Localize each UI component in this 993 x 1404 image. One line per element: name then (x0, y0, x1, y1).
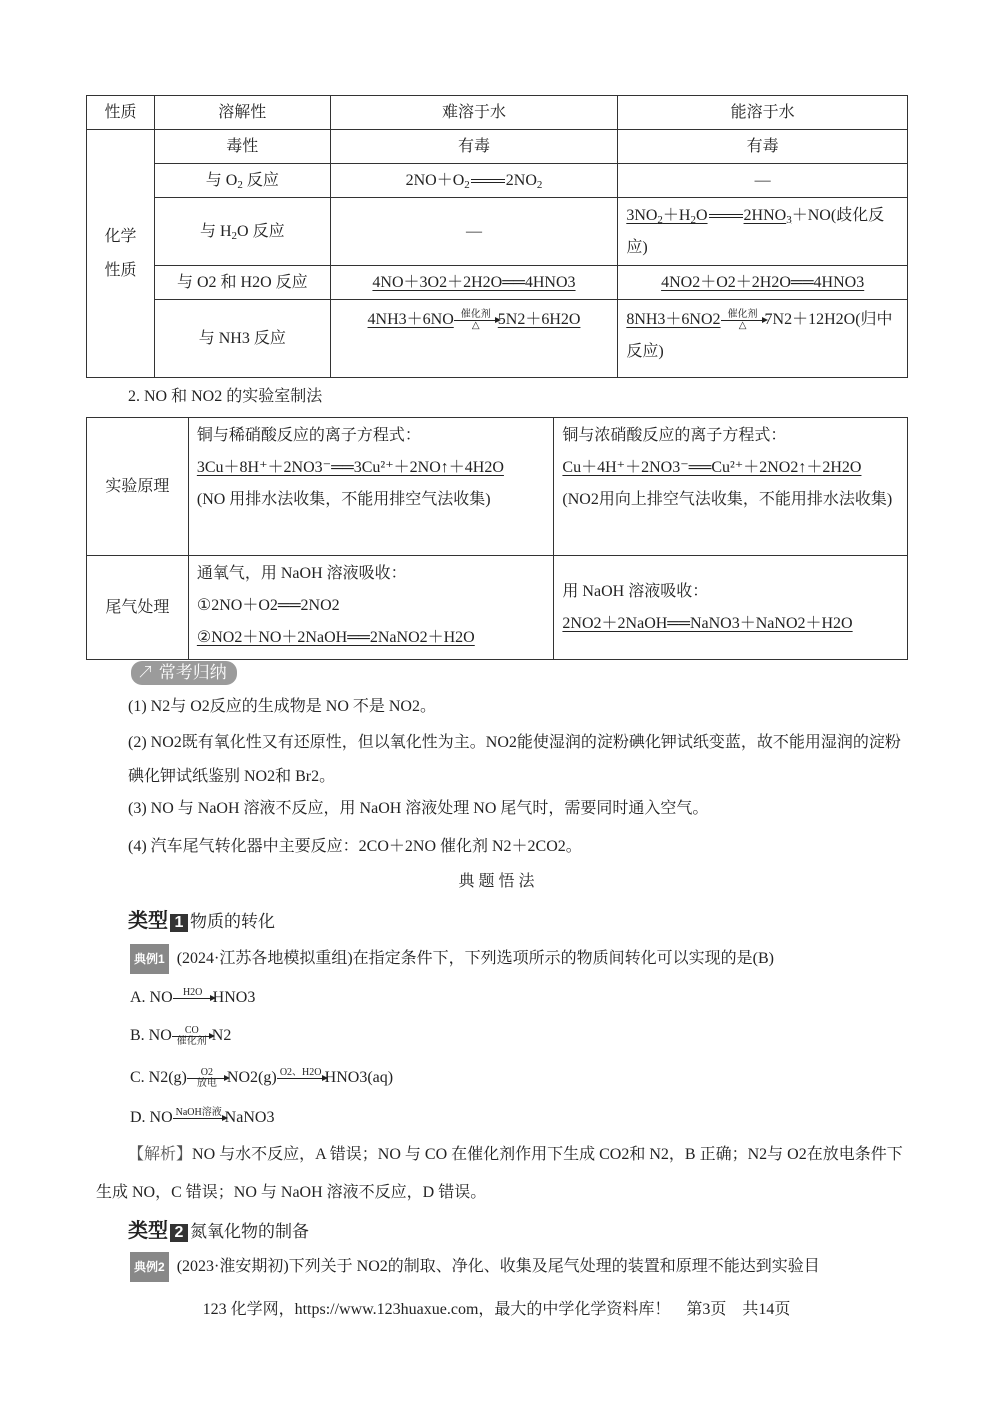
header-property: 性质 (87, 96, 155, 130)
summary-badge: ↗ 常考归纳 (131, 661, 237, 685)
tail-gas-label: 尾气处理 (87, 556, 189, 660)
type1-heading: 类型 1 物质的转化 (128, 910, 275, 932)
note-2: (2) NO2既有氧化性又有还原性，但以氧化性为主。NO2能使湿润的淀粉碘化钾试纸变蓝，故不能用湿润的淀粉碘化钾试纸鉴别 NO2和 Br2。 (128, 734, 901, 785)
no2-solubility: 能溶于水 (618, 96, 908, 130)
section2-title: 2. NO 和 NO2 的实验室制法 (128, 388, 323, 405)
note-4: (4) 汽车尾气转化器中主要反应：2CO＋2NO 催化剂 N2＋2CO2。 (128, 838, 582, 855)
type2-heading: 类型 2 氮氧化物的制备 (128, 1220, 309, 1242)
toxicity-label: 毒性 (154, 130, 330, 164)
header-solubility: 溶解性 (154, 96, 330, 130)
option-b: B. NO CO 催化剂 N2 (130, 1024, 232, 1047)
o2-reaction-label: 与 $O_2$ 反应 (154, 164, 330, 198)
no2-toxicity: 有毒 (618, 130, 908, 164)
no-o2-h2o-equation: 4NO＋3O2＋2H2O══4HNO3 (330, 266, 618, 300)
no-solubility: 难溶于水 (330, 96, 618, 130)
conc-nitric-cell: 铜与浓硝酸反应的离子方程式： Cu＋4H⁺＋2NO3⁻══Cu²⁺＋2NO2↑＋2H2O (NO2用向上排空气法收集，不能用排水法收集) (554, 418, 908, 556)
principle-label: 实验原理 (87, 418, 189, 556)
option-c: C. N2(g) O2 放电 NO2(g) O2、H2O HNO3(aq) (130, 1066, 394, 1089)
chart-icon: ↗ (137, 663, 154, 682)
no2-o2-equation: — (618, 164, 908, 198)
page-footer: 123 化学网，https://www.123huaxue.com，最大的中学化学资料库！ 第3页 共14页 (202, 1301, 791, 1318)
no-nh3-equation: 4NH3＋6NO 催化剂 △ 5N2＋6H2O (330, 300, 618, 378)
o2-h2o-reaction-label: 与 O2 和 H2O 反应 (154, 266, 330, 300)
example1: 典例1 (2024·江苏各地模拟重组)在指定条件下，下列选项所示的物质间转化可以实现的是(B) (130, 944, 910, 974)
option-a: A. NO H2O HNO3 (130, 986, 256, 1006)
no2-h2o-equation: $3NO_2+H_2O$ $2HNO_3+NO$(歧化反应) (618, 198, 908, 266)
dilute-nitric-cell: 铜与稀硝酸反应的离子方程式： 3Cu＋8H⁺＋2NO3⁻══3Cu²⁺＋2NO↑＋4H2O (NO 用排水法收集，不能用排空气法收集) (188, 418, 554, 556)
chem-property-label: 化学 性质 (87, 130, 155, 378)
h2o-reaction-label: 与 $H_2O$ 反应 (154, 198, 330, 266)
no-o2-equation: $2NO+O_2$ $2NO_2$ (330, 164, 618, 198)
no2-o2-h2o-equation: 4NO2＋O2＋2H2O══4HNO3 (618, 266, 908, 300)
note-3: (3) NO 与 NaOH 溶液不反应，用 NaOH 溶液处理 NO 尾气时，需要同时通入空气。 (128, 800, 709, 817)
note-1: (1) N2与 O2反应的生成物是 NO 不是 NO2。 (128, 698, 436, 715)
lab-preparation-table (86, 417, 908, 660)
no-toxicity: 有毒 (330, 130, 618, 164)
no2-nh3-equation: 8NH3＋6NO2 催化剂 △ 7N2＋12H2O(归中反应) (618, 300, 908, 378)
section-heading: 典 题 悟 法 (458, 873, 535, 890)
no2-tail-gas-cell: 用 NaOH 溶液吸收： 2NO2＋2NaOH══NaNO3＋NaNO2＋H2O (554, 556, 908, 660)
option-d: D. NO NaOH溶液 NaNO3 (130, 1106, 275, 1126)
no-tail-gas-cell: 通氧气，用 NaOH 溶液吸收： ①2NO＋O2══2NO2 ②NO2＋NO＋2NaOH══2NaNO2＋H2O (188, 556, 554, 660)
properties-table (86, 95, 908, 378)
analysis: 【解析】NO 与水不反应，A 错误；NO 与 CO 在催化剂作用下生成 CO2和 N2，B 正确；N2与 O2在放电条件下生成 NO，C 错误；NO 与 NaOH 溶液不反应，D 错误。 (96, 1146, 903, 1201)
no-h2o-equation: — (330, 198, 618, 266)
example2: 典例2 (2023·淮安期初)下列关于 NO2的制取、净化、收集及尾气处理的装置和原理不能达到实验目 (130, 1252, 910, 1282)
nh3-reaction-label: 与 NH3 反应 (154, 300, 330, 378)
